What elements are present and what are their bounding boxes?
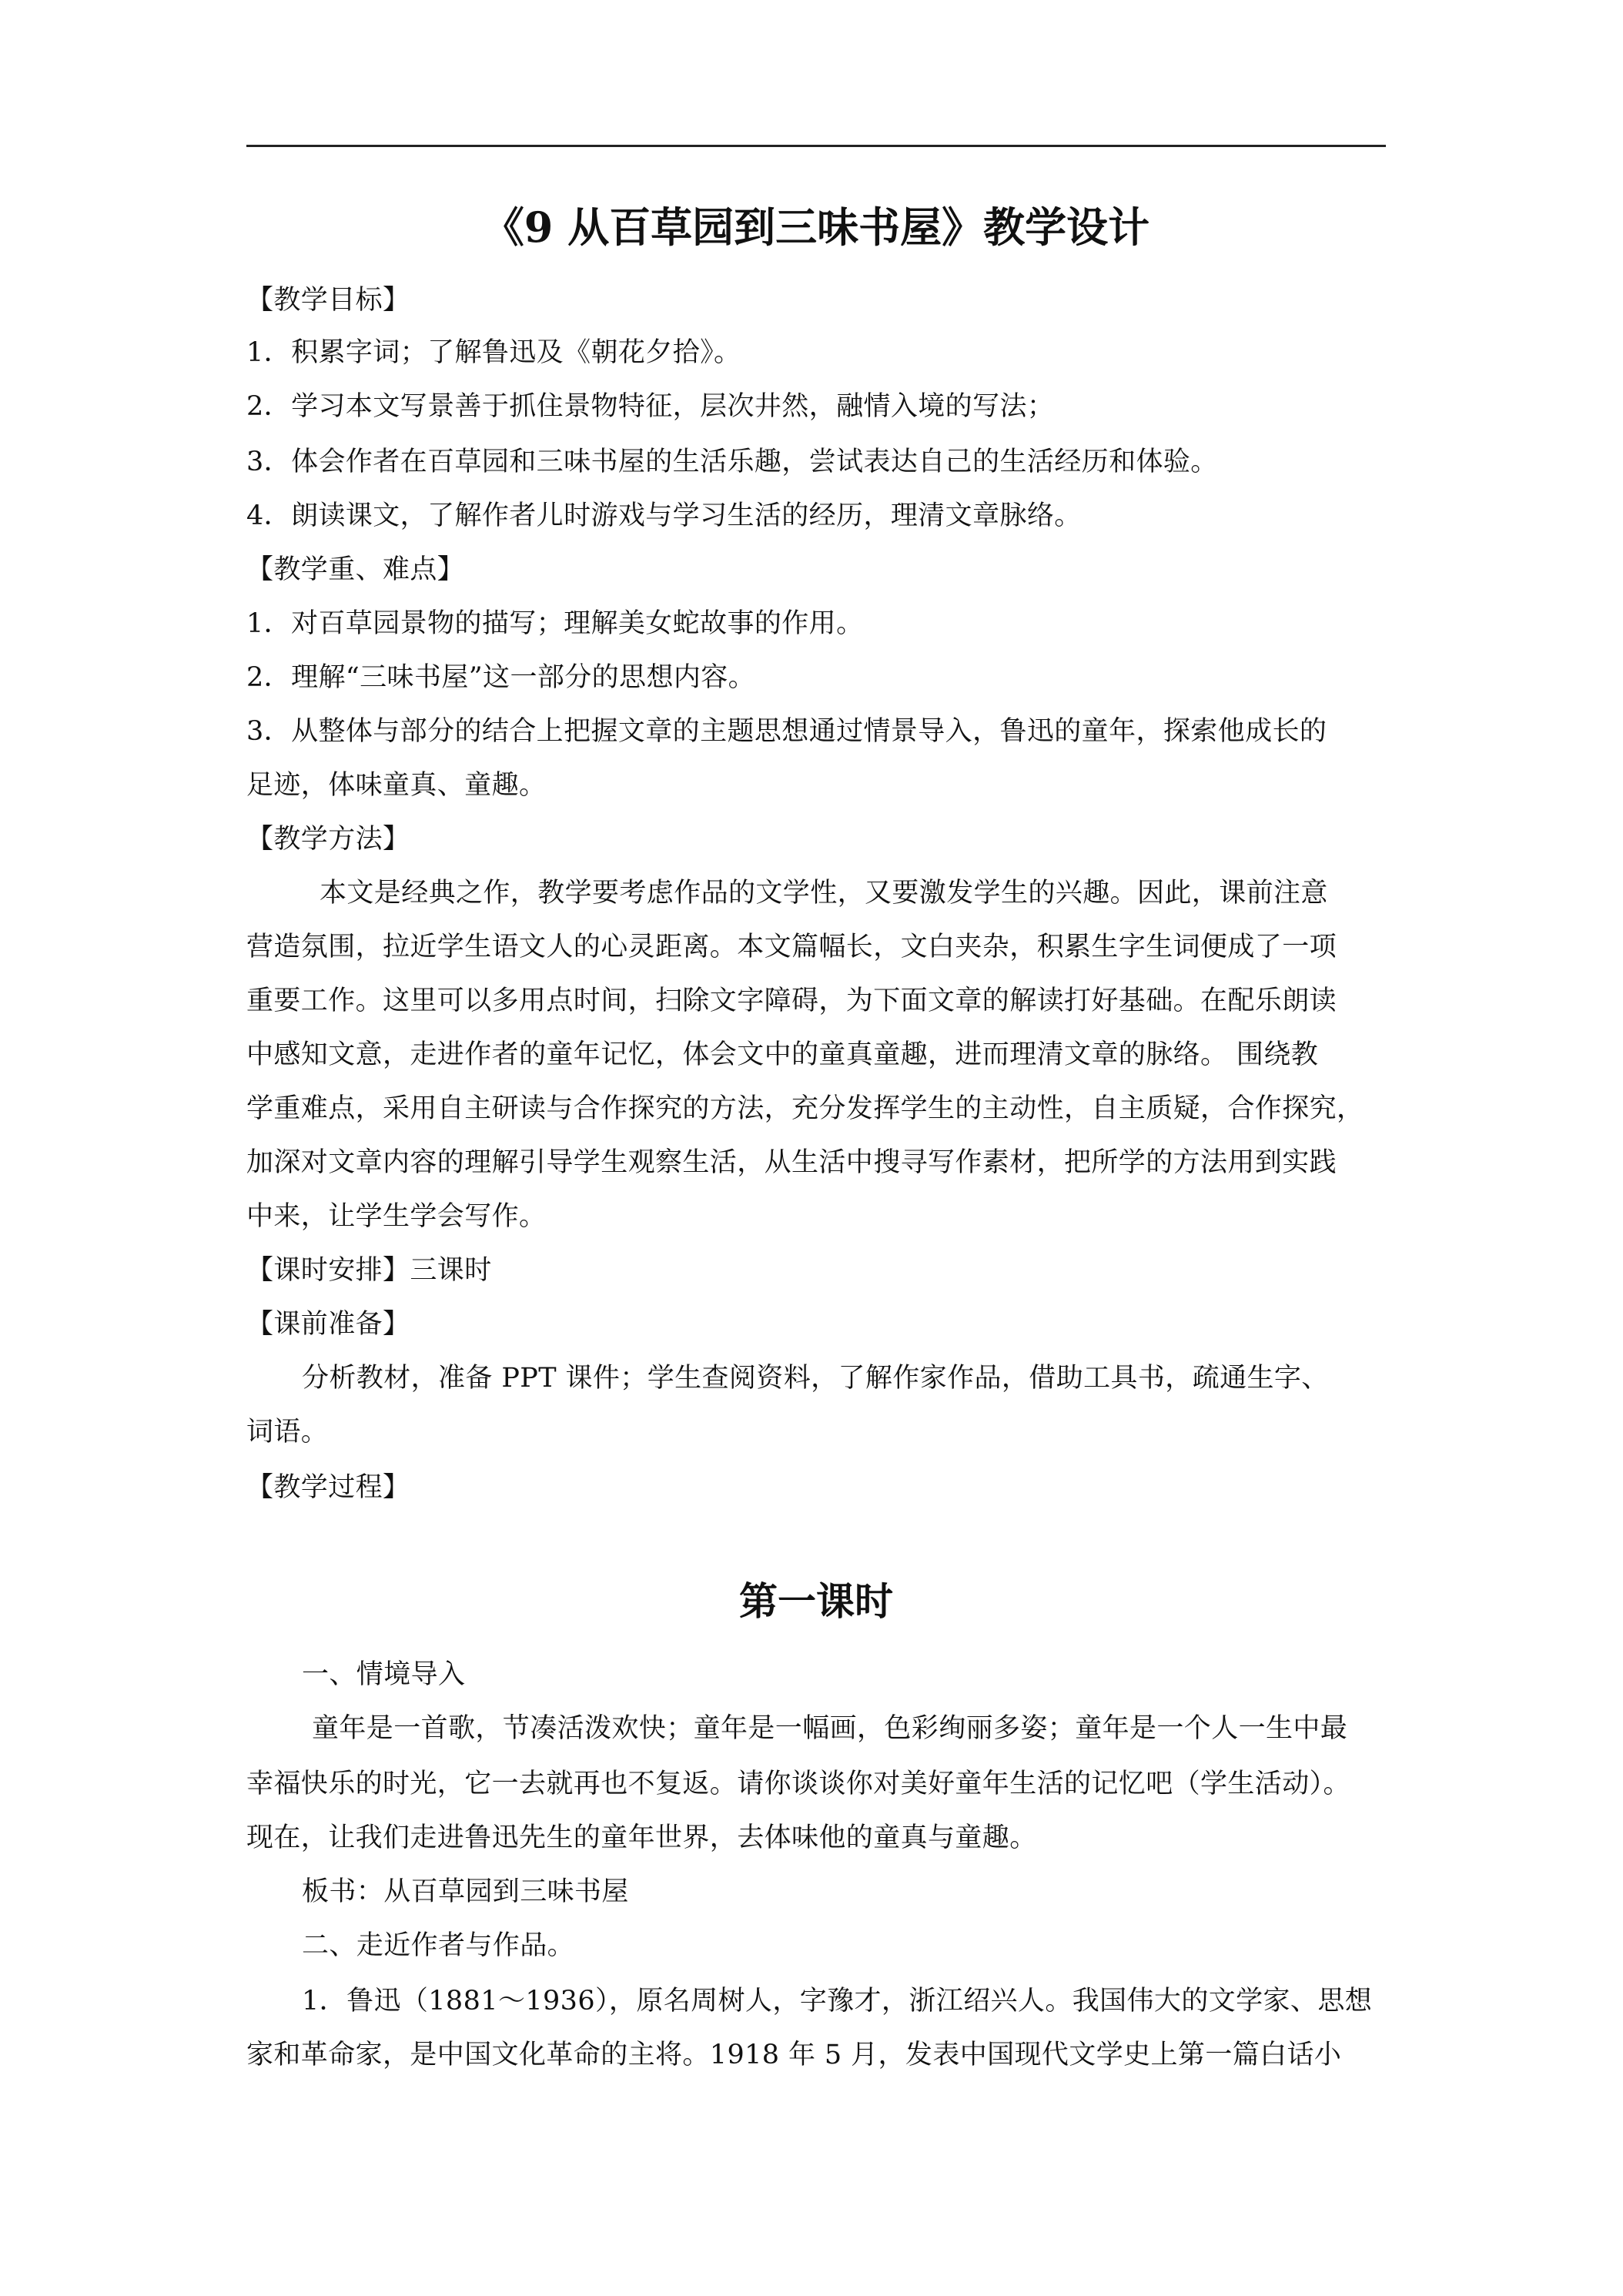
objective-item: 1．积累字词；了解鲁迅及《朝花夕拾》。 xyxy=(246,337,741,368)
methods-paragraph-line: 中感知文意，走进作者的童年记忆，体会文中的童真童趣，进而理清文章的脉络。 围绕教 xyxy=(246,1039,1319,1070)
preparation-line: 分析教材，准备 PPT 课件；学生查阅资料，了解作家作品，借助工具书，疏通生字、 xyxy=(302,1363,1329,1394)
section-heading: 二、走近作者与作品。 xyxy=(302,1930,575,1961)
objectives-heading: 【教学目标】 xyxy=(246,285,410,316)
objective-item: 2．学习本文写景善于抓住景物特征，层次井然，融情入境的写法； xyxy=(246,391,1055,422)
key-point-item: 1．对百草园景物的描写；理解美女蛇故事的作用。 xyxy=(246,608,864,639)
methods-paragraph-line: 加深对文章内容的理解引导学生观察生活，从生活中搜寻写作素材，把所学的方法用到实践 xyxy=(246,1147,1337,1178)
methods-paragraph-line: 中来，让学生学会写作。 xyxy=(246,1201,547,1232)
lesson-one-title: 第一课时 xyxy=(739,1578,893,1624)
process-heading: 【教学过程】 xyxy=(246,1472,410,1503)
section-paragraph-line: 童年是一首歌，节凑活泼欢快；童年是一幅画，色彩绚丽多姿；童年是一个人一生中最 xyxy=(312,1713,1348,1744)
methods-heading: 【教学方法】 xyxy=(246,824,410,855)
header-rule xyxy=(246,145,1386,147)
key-points-heading: 【教学重、难点】 xyxy=(246,554,465,585)
section-heading: 一、情境导入 xyxy=(302,1659,466,1690)
key-point-item: 足迹，体味童真、童趣。 xyxy=(246,770,547,801)
section-paragraph-line: 1．鲁迅（1881～1936），原名周树人，字豫才，浙江绍兴人。我国伟大的文学家、思想 xyxy=(302,1986,1373,2017)
section-paragraph-line: 幸福快乐的时光，它一去就再也不复返。请你谈谈你对美好童年生活的记忆吧（学生活动）。 xyxy=(246,1769,1350,1799)
methods-paragraph-line: 重要工作。这里可以多用点时间，扫除文字障碍，为下面文章的解读打好基础。在配乐朗读 xyxy=(246,986,1337,1016)
methods-paragraph-line: 营造氛围，拉近学生语文人的心灵距离。本文篇幅长，文白夹杂，积累生字生词便成了一项 xyxy=(246,932,1337,962)
preparation-heading: 【课前准备】 xyxy=(246,1309,410,1340)
section-paragraph-line: 家和革命家，是中国文化革命的主将。1918 年 5 月，发表中国现代文学史上第一篇白话小 xyxy=(246,2040,1342,2070)
section-paragraph-line: 现在，让我们走进鲁迅先生的童年世界，去体味他的童真与童趣。 xyxy=(246,1822,1037,1853)
key-point-item: 3．从整体与部分的结合上把握文章的主题思想通过情景导入，鲁迅的童年，探索他成长的 xyxy=(246,716,1327,747)
board-writing: 板书：从百草园到三味书屋 xyxy=(302,1876,629,1907)
methods-paragraph-line: 学重难点，采用自主研读与合作探究的方法，充分发挥学生的主动性，自主质疑，合作探究， xyxy=(246,1093,1364,1124)
preparation-line: 词语。 xyxy=(246,1417,329,1448)
document-title: 《9 从百草园到三味书屋》教学设计 xyxy=(482,202,1150,252)
objective-item: 3．体会作者在百草园和三味书屋的生活乐趣，尝试表达自己的生活经历和体验。 xyxy=(246,447,1218,477)
objective-item: 4．朗读课文，了解作者儿时游戏与学习生活的经历，理清文章脉络。 xyxy=(246,500,1082,531)
methods-paragraph-line: 本文是经典之作，教学要考虑作品的文学性，又要激发学生的兴趣。因此，课前注意 xyxy=(320,878,1328,909)
key-point-item: 2．理解“三味书屋”这一部分的思想内容。 xyxy=(246,662,756,693)
schedule-line: 【课时安排】三课时 xyxy=(246,1255,492,1286)
